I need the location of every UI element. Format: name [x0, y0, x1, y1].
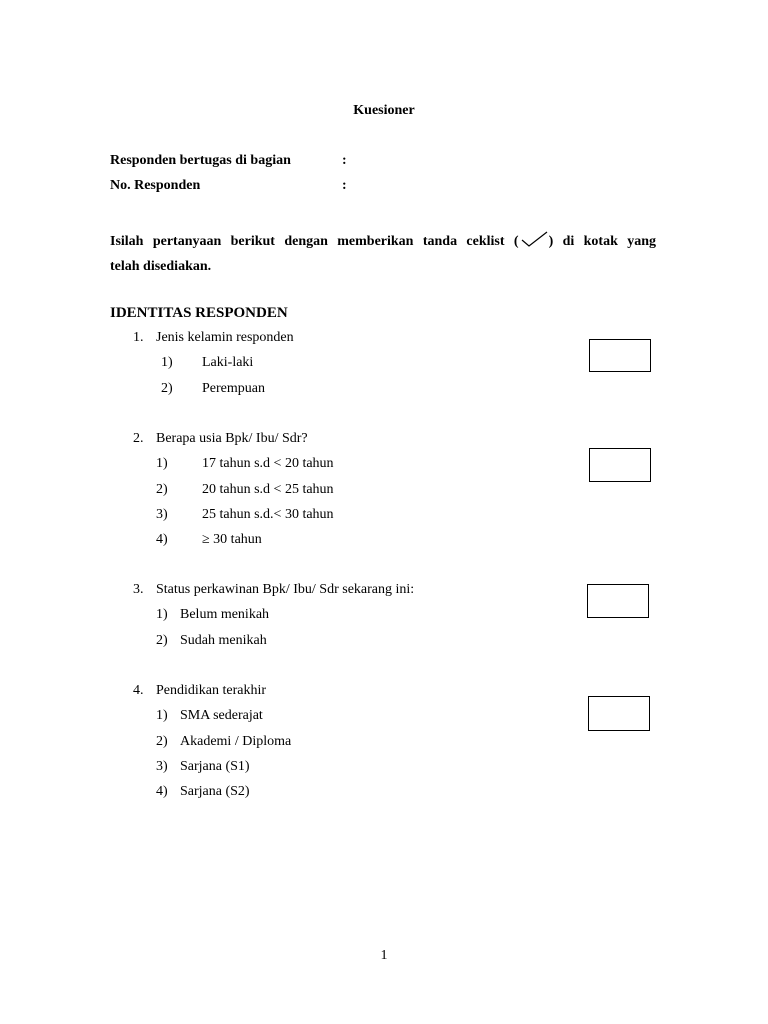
q2-option-1-number: 1) [156, 456, 168, 471]
q2-answer-box[interactable] [589, 448, 651, 482]
instruction-line-2: telah disediakan. [110, 259, 212, 274]
q4-option-3-number: 3) [156, 759, 168, 774]
q4-option-2-label: Akademi / Diploma [180, 734, 292, 749]
q2-option-3-label: 25 tahun s.d.< 30 tahun [202, 507, 334, 522]
bagian-label: Responden bertugas di bagian [110, 153, 291, 168]
q3-option-2-number: 2) [156, 633, 168, 648]
checkmark-icon [519, 231, 549, 247]
q4-option-1-number: 1) [156, 708, 168, 723]
question-2-number: 2. [133, 431, 144, 446]
q4-option-3-label: Sarjana (S1) [180, 759, 250, 774]
q3-option-1-number: 1) [156, 607, 168, 622]
q2-option-2-number: 2) [156, 482, 168, 497]
q2-option-4-number: 4) [156, 532, 168, 547]
question-2-text: Berapa usia Bpk/ Ibu/ Sdr? [156, 431, 308, 446]
section-title: IDENTITAS RESPONDEN [110, 305, 288, 321]
question-3-number: 3. [133, 582, 144, 597]
q1-option-2-number: 2) [161, 381, 173, 396]
q4-option-4-label: Sarjana (S2) [180, 784, 250, 799]
bagian-colon: : [342, 153, 347, 168]
q2-option-4-label: ≥ 30 tahun [202, 532, 262, 547]
page-title: Kuesioner [353, 103, 415, 118]
q1-option-1-number: 1) [161, 355, 173, 370]
q3-answer-box[interactable] [587, 584, 649, 618]
question-4-text: Pendidikan terakhir [156, 683, 267, 698]
instruction-line-1 [110, 229, 656, 254]
q4-option-4-number: 4) [156, 784, 168, 799]
no-responden-label: No. Responden [110, 178, 201, 193]
q4-option-2-number: 2) [156, 734, 168, 749]
q4-answer-box[interactable] [588, 696, 650, 731]
instruction-text-after: ) di kotak yang [548, 234, 656, 249]
q1-answer-box[interactable] [589, 339, 651, 372]
no-responden-colon: : [342, 178, 347, 193]
q2-option-1-label: 17 tahun s.d < 20 tahun [202, 456, 334, 471]
question-4-number: 4. [133, 683, 144, 698]
q1-option-2-label: Perempuan [202, 381, 265, 396]
instruction [110, 229, 656, 279]
page-number: 1 [380, 948, 388, 963]
q1-option-1-label: Laki-laki [202, 355, 254, 370]
q2-option-2-label: 20 tahun s.d < 25 tahun [202, 482, 334, 497]
question-3-text: Status perkawinan Bpk/ Ibu/ Sdr sekarang ini: [156, 582, 415, 597]
question-1-number: 1. [133, 330, 144, 345]
question-1-text: Jenis kelamin responden [156, 330, 294, 345]
q3-option-2-label: Sudah menikah [180, 633, 267, 648]
instruction-text-before: Isilah pertanyaan berikut dengan memberikan tanda ceklist ( [110, 234, 519, 249]
q2-option-3-number: 3) [156, 507, 168, 522]
q4-option-1-label: SMA sederajat [180, 708, 263, 723]
q3-option-1-label: Belum menikah [180, 607, 270, 622]
